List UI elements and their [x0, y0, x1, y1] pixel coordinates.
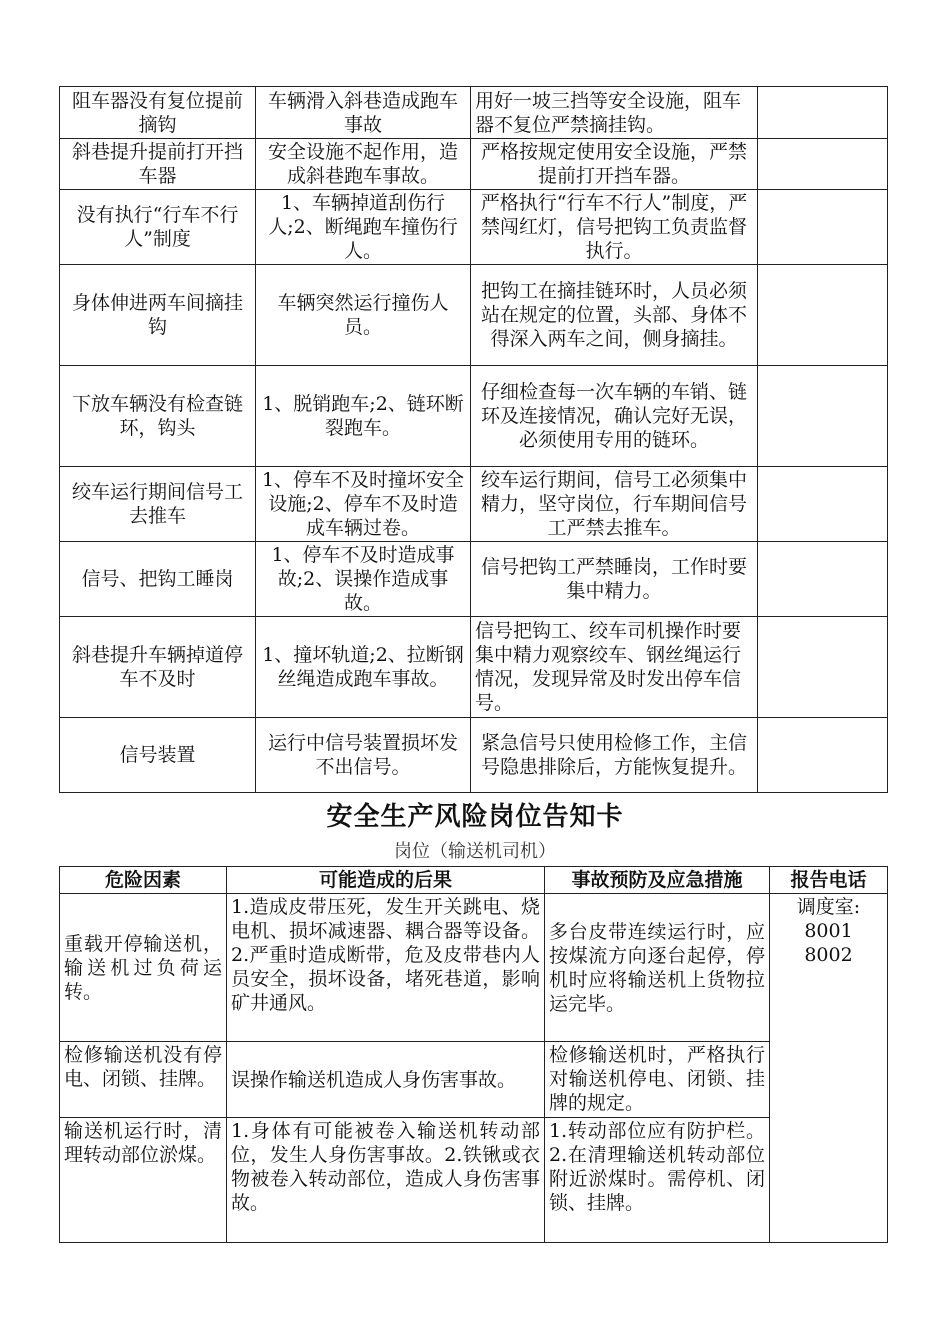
empty-cell — [758, 617, 888, 718]
consequence-cell: 1、脱销跑车;2、链环断裂跑车。 — [256, 366, 471, 467]
table-row — [60, 87, 888, 139]
empty-cell — [758, 87, 888, 139]
measure-cell: 信号把钩工、绞车司机操作时要集中精力观察绞车、钢丝绳运行情况，发现异常及时发出停车信号。 — [471, 617, 758, 718]
table-row — [60, 190, 888, 265]
header-phone: 报告电话 — [770, 867, 888, 894]
header-measure: 事故预防及应急措施 — [545, 867, 770, 894]
hazard-cell: 身体伸进两车间摘挂钩 — [60, 265, 256, 366]
phone-label: 调度室: — [796, 896, 861, 918]
measure-cell: 严格执行“行车不行人”制度，严禁闯红灯，信号把钩工负责监督执行。 — [471, 190, 758, 265]
report-phone-cell — [770, 894, 888, 1243]
phone-number: 8002 — [804, 944, 853, 966]
phone-number: 8001 — [804, 920, 853, 942]
table-row — [60, 542, 888, 617]
consequence-cell: 1、撞坏轨道;2、拉断钢丝绳造成跑车事故。 — [256, 617, 471, 718]
consequence-cell: 安全设施不起作用，造成斜巷跑车事故。 — [256, 139, 471, 190]
table-header-row — [60, 867, 888, 894]
measure-cell: 绞车运行期间，信号工必须集中精力，坚守岗位，行车期间信号工严禁去推车。 — [471, 467, 758, 542]
risk-notice-card-table — [59, 866, 888, 1243]
table-row — [60, 1042, 888, 1118]
consequence-cell: 1、车辆掉道刮伤行人;2、断绳跑车撞伤行人。 — [256, 190, 471, 265]
risk-table-continued — [59, 86, 888, 793]
consequence-cell: 误操作输送机造成人身伤害事故。 — [227, 1042, 545, 1118]
empty-cell — [758, 366, 888, 467]
consequence-cell: 1.身体有可能被卷入输送机转动部位，发生人身伤害事故。2.铁锹或衣物被卷入转动部位，造成人身伤害事故。 — [227, 1118, 545, 1243]
hazard-cell: 信号装置 — [60, 718, 256, 793]
consequence-cell: 1、停车不及时撞坏安全设施;2、停车不及时造成车辆过卷。 — [256, 467, 471, 542]
hazard-cell: 没有执行“行车不行人”制度 — [60, 190, 256, 265]
empty-cell — [758, 542, 888, 617]
empty-cell — [758, 467, 888, 542]
consequence-cell: 车辆突然运行撞伤人员。 — [256, 265, 471, 366]
consequence-cell: 车辆滑入斜巷造成跑车事故 — [256, 87, 471, 139]
consequence-cell: 1.造成皮带压死，发生开关跳电、烧电机、损坏减速器、耦合器等设备。2.严重时造成断带，危及皮带巷内人员安全，损坏设备，堵死巷道，影响矿井通风。 — [227, 894, 545, 1042]
table-row — [60, 467, 888, 542]
hazard-cell: 斜巷提升车辆掉道停车不及时 — [60, 617, 256, 718]
hazard-cell: 重载开停输送机，输送机过负荷运转。 — [60, 894, 227, 1042]
measure-cell: 紧急信号只使用检修工作，主信号隐患排除后，方能恢复提升。 — [471, 718, 758, 793]
measure-cell: 信号把钩工严禁睡岗，工作时要集中精力。 — [471, 542, 758, 617]
table-row — [60, 1118, 888, 1243]
hazard-cell: 信号、把钩工睡岗 — [60, 542, 256, 617]
header-consequence: 可能造成的后果 — [227, 867, 545, 894]
measure-cell: 严格按规定使用安全设施，严禁提前打开挡车器。 — [471, 139, 758, 190]
measure-cell: 多台皮带连续运行时，应按煤流方向逐台起停，停机时应将输送机上货物拉运完毕。 — [545, 894, 770, 1042]
table-row — [60, 366, 888, 467]
measure-cell: 检修输送机时，严格执行对输送机停电、闭锁、挂牌的规定。 — [545, 1042, 770, 1118]
table-row — [60, 894, 888, 1042]
measure-cell: 仔细检查每一次车辆的车销、链环及连接情况，确认完好无误，必须使用专用的链环。 — [471, 366, 758, 467]
measure-cell: 1.转动部位应有防护栏。2.在清理输送机转动部位附近淤煤时。需停机、闭锁、挂牌。 — [545, 1118, 770, 1243]
hazard-cell: 斜巷提升提前打开挡车器 — [60, 139, 256, 190]
post-label: 岗位（输送机司机） — [394, 841, 556, 862]
hazard-cell: 检修输送机没有停电、闭锁、挂牌。 — [60, 1042, 227, 1118]
hazard-cell: 绞车运行期间信号工去推车 — [60, 467, 256, 542]
table-row — [60, 265, 888, 366]
header-hazard: 危险因素 — [60, 867, 227, 894]
consequence-cell: 运行中信号装置损坏发不出信号。 — [256, 718, 471, 793]
measure-cell: 用好一坡三挡等安全设施，阻车器不复位严禁摘挂钩。 — [471, 87, 758, 139]
empty-cell — [758, 139, 888, 190]
hazard-cell: 输送机运行时，清理转动部位淤煤。 — [60, 1118, 227, 1243]
empty-cell — [758, 190, 888, 265]
measure-cell: 把钩工在摘挂链环时，人员必须站在规定的位置，头部、身体不得深入两车之间，侧身摘挂。 — [471, 265, 758, 366]
card-title: 安全生产风险岗位告知卡 — [326, 802, 624, 832]
table-row — [60, 718, 888, 793]
empty-cell — [758, 265, 888, 366]
consequence-cell: 1、停车不及时造成事故;2、误操作造成事故。 — [256, 542, 471, 617]
hazard-cell: 下放车辆没有检查链环，钩头 — [60, 366, 256, 467]
table-row — [60, 139, 888, 190]
hazard-cell: 阻车器没有复位提前摘钩 — [60, 87, 256, 139]
empty-cell — [758, 718, 888, 793]
table-row — [60, 617, 888, 718]
